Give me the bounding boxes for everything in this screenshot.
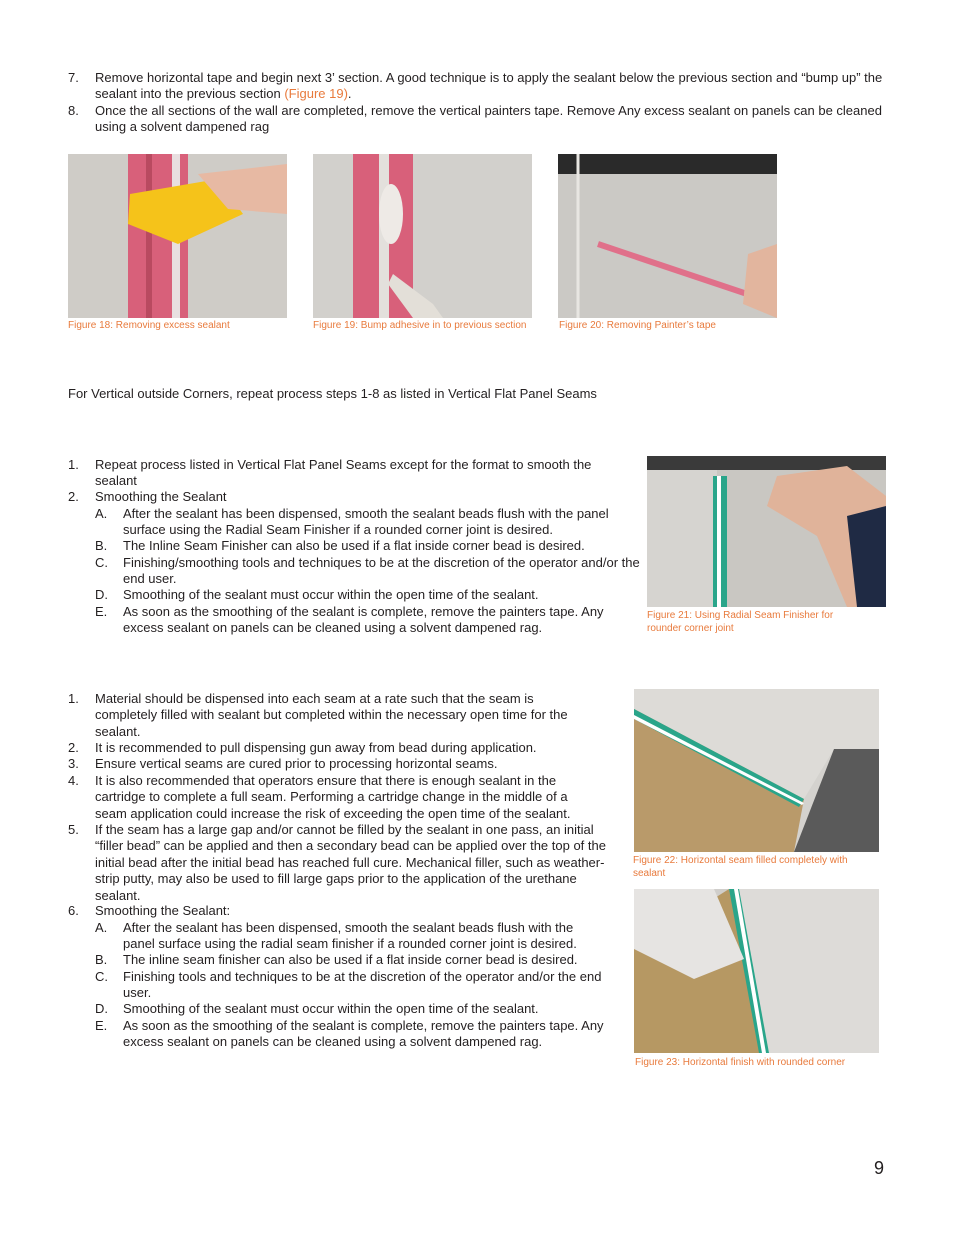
step-number: 5. xyxy=(68,822,79,837)
substep-text: After the sealant has been dispensed, smooth the sealant beads flush with the panel surface using the radial seam finisher if a rounded corner joint is desired. xyxy=(123,920,577,952)
substep-text: Finishing/smoothing tools and techniques to be at the discretion of the operator and/or the end user. xyxy=(123,555,640,587)
figure-20-photo xyxy=(558,154,777,318)
step-text: It is also recommended that operators ensure that there is enough sealant in the cartridge to complete a full seam. Performing a cartridge change in the middle of a seam application could increase the risk of exceeding the open time of the sealant. xyxy=(95,773,571,821)
figure-18-photo xyxy=(68,154,287,318)
figure-19-link[interactable]: (Figure 19) xyxy=(284,86,348,102)
step-text: If the seam has a large gap and/or cannot be filled by the sealant in one pass, an initial “filler bead” can be applied and then a secondary bead can be applied over the top of the initial bead after the initial bead has reached full cure. Mechanical filler, such as weather-strip putty, may also be used to fill large gaps prior to the application of the urethane sealant. xyxy=(95,822,606,903)
figure-20-caption: Figure 20: Removing Painter’s tape xyxy=(559,320,716,331)
substep-text: After the sealant has been dispensed, smooth the sealant beads flush with the panel surface using the Radial Seam Finisher if a rounded corner joint is desired. xyxy=(123,506,609,538)
substep-text: The inline seam finisher can also be used if a flat inside corner bead is desired. xyxy=(123,952,578,967)
substep-letter: A. xyxy=(95,506,108,521)
figure-21-image xyxy=(647,456,886,607)
step-text-after: . xyxy=(347,86,352,102)
substep-text: As soon as the smoothing of the sealant is complete, remove the painters tape. Any excess sealant on panels can be cleaned using a solvent dampened rag. xyxy=(123,604,604,636)
substep-text: Finishing tools and techniques to be at the discretion of the operator and/or the end user. xyxy=(123,969,602,1001)
substep-letter: B. xyxy=(95,952,108,967)
substep-text: Smoothing of the sealant must occur within the open time of the sealant. xyxy=(123,1001,539,1016)
figure-20-image xyxy=(558,154,777,318)
substep-letter: D. xyxy=(95,1001,108,1016)
figure-19-image xyxy=(313,154,532,318)
step-number: 1. xyxy=(68,457,79,472)
substep-letter: E. xyxy=(95,1018,108,1033)
substep-text: The Inline Seam Finisher can also be used if a flat inside corner bead is desired. xyxy=(123,538,585,553)
step-text: Material should be dispensed into each seam at a rate such that the seam is completely filled with sealant but completed within the necessary open time for the sealant. xyxy=(95,691,568,739)
step-number: 2. xyxy=(68,489,79,504)
figure-21-photo xyxy=(647,456,886,607)
step-7 xyxy=(68,70,888,104)
step-text xyxy=(95,70,885,103)
step-text: Smoothing the Sealant xyxy=(95,489,227,504)
substep-letter: A. xyxy=(95,920,108,935)
step-number: 6. xyxy=(68,903,79,918)
figure-22-image xyxy=(634,689,879,852)
step-8 xyxy=(68,103,888,137)
step-number: 3. xyxy=(68,756,79,771)
figure-19-photo xyxy=(313,154,532,318)
substep-letter: C. xyxy=(95,555,108,570)
figure-22-caption: Figure 22: Horizontal seam filled completely with sealant xyxy=(633,855,848,879)
step-number: 7. xyxy=(68,70,79,85)
step-text-before: Remove horizontal tape and begin next 3’ section. A good technique is to apply the sealant below the previous section and “bump up” the sealant into the previous section xyxy=(95,70,883,102)
step-number: 2. xyxy=(68,740,79,755)
figure-18-image xyxy=(68,154,287,318)
step-text: Ensure vertical seams are cured prior to processing horizontal seams. xyxy=(95,756,498,771)
page-number: 9 xyxy=(874,1158,885,1178)
outside-corners-text: For Vertical outside Corners, repeat process steps 1-8 as listed in Vertical Flat Panel Seams xyxy=(68,386,597,401)
figure-18-caption: Figure 18: Removing excess sealant xyxy=(68,320,230,331)
substep-letter: B. xyxy=(95,538,108,553)
step-text: Once the all sections of the wall are completed, remove the vertical painters tape. Remove Any excess sealant on panels can be cleaned using a solvent dampened rag xyxy=(95,103,882,135)
step-text: It is recommended to pull dispensing gun away from bead during application. xyxy=(95,740,537,755)
figure-23-photo xyxy=(634,889,879,1053)
substep-letter: E. xyxy=(95,604,108,619)
substep-letter: C. xyxy=(95,969,108,984)
figure-21-caption: Figure 21: Using Radial Seam Finisher for rounder corner joint xyxy=(647,610,834,634)
figure-22-photo xyxy=(634,689,879,852)
figure-19-caption: Figure 19: Bump adhesive in to previous section xyxy=(313,320,527,331)
figure-23-caption: Figure 23: Horizontal finish with rounded corner xyxy=(635,1057,846,1068)
figure-23-image xyxy=(634,889,879,1053)
step-number: 1. xyxy=(68,691,79,706)
substep-letter: D. xyxy=(95,587,108,602)
step-text: Repeat process listed in Vertical Flat Panel Seams except for the format to smooth the sealant xyxy=(95,457,592,489)
substep-text: Smoothing of the sealant must occur within the open time of the sealant. xyxy=(123,587,539,602)
step-number: 4. xyxy=(68,773,79,788)
step-number: 8. xyxy=(68,103,79,118)
step-text: Smoothing the Sealant: xyxy=(95,903,231,918)
substep-text: As soon as the smoothing of the sealant is complete, remove the painters tape. Any excess sealant on panels can be cleaned using a solvent dampened rag. xyxy=(123,1018,604,1050)
